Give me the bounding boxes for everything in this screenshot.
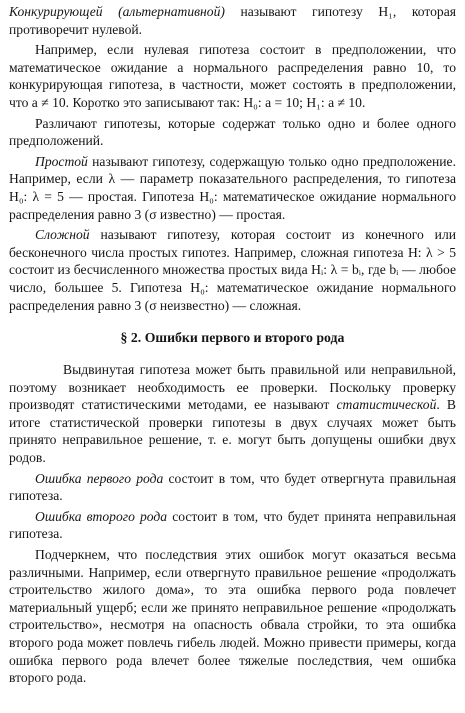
paragraph-complex-hypothesis [9,226,456,314]
term-statistical: статистической [336,397,437,413]
paragraph-example-null-hypothesis [9,41,456,111]
term-type-two-error: Ошибка второго рода [35,508,168,524]
paragraph-intro [9,361,456,467]
paragraph-text: Различают гипотезы, которые содержат только одно и более одного предположений. [9,115,456,149]
paragraph-text: называют гипотезу, содержащую только одно предположение. Например, если λ — параметр показательного распределения, то гипотеза H₀: λ = 5 — простая. Гипотеза H₀: математическое ожидание нормального распределения равно 3 (σ известно) — простая. [9,153,456,222]
paragraph-competing-hypothesis [9,3,456,38]
paragraph-text: . В итоге статистической проверки гипотезы в двух случаях может быть принято неправильное решение, т. е. могут быть допущены ошибки двух родов. [9,397,456,466]
section-heading: § 2. Ошибки первого и второго рода [120,330,345,346]
term-simple: Простой [35,153,88,169]
paragraph-consequences [9,546,456,687]
book-page [9,3,456,690]
paragraph-text: Выдвинутая гипотеза может быть правильной или неправильной, поэтому возникает необходимость ее проверки. Поскольку проверку производят статистическими методами, ее называют [9,362,456,413]
term-competing: Конкурирующей (альтернативной) [9,4,225,19]
paragraph-hypothesis-kinds [9,115,456,150]
paragraph-text: состоит в том, что будет принята неправильная гипотеза. [9,508,456,542]
paragraph-text: называют гипотезу, которая состоит из конечного или бесконечного числа простых гипотез. Например, сложная гипотеза H: λ > 5 состоит из бесчисленного множества простых вида Hᵢ: λ = bᵢ, где bᵢ — любое число, большее 5. Гипотеза H₀: математическое ожидание нормального распределения равно 3 (σ неизвестно) — сложная. [9,227,456,313]
paragraph-text: называют гипотезу H₁, которая противоречит нулевой. [9,4,456,37]
paragraph-simple-hypothesis [9,153,456,223]
paragraph-text: Подчеркнем, что последствия этих ошибок могут оказаться весьма различными. Например, если отвергнуто правильное решение «продолжать строительство жилого дома», то эта ошибка первого рода повлечет материальный ущерб; если же принято неправильное решение «продолжать строительство», несмотря на опасность обвала стройки, то эта ошибка второго рода может повлечь гибель людей. Можно привести примеры, когда ошибка первого рода влечет более тяжелые последствия, чем ошибка второго рода. [9,547,456,686]
term-type-one-error: Ошибка первого рода [35,470,164,486]
paragraph-text: Например, если нулевая гипотеза состоит в предположении, что математическое ожидание a нормального распределения равно 10, то конкурирующая гипотеза, в частности, может состоять в предположении, что a ≠ 10. Коротко это записывают так: H₀: a = 10; H₁: a ≠ 10. [9,42,456,110]
paragraph-type-two-error [9,508,456,543]
paragraph-text: состоит в том, что будет отвергнута правильная гипотеза. [9,470,456,504]
term-complex: Сложной [35,227,90,243]
paragraph-type-one-error [9,470,456,505]
